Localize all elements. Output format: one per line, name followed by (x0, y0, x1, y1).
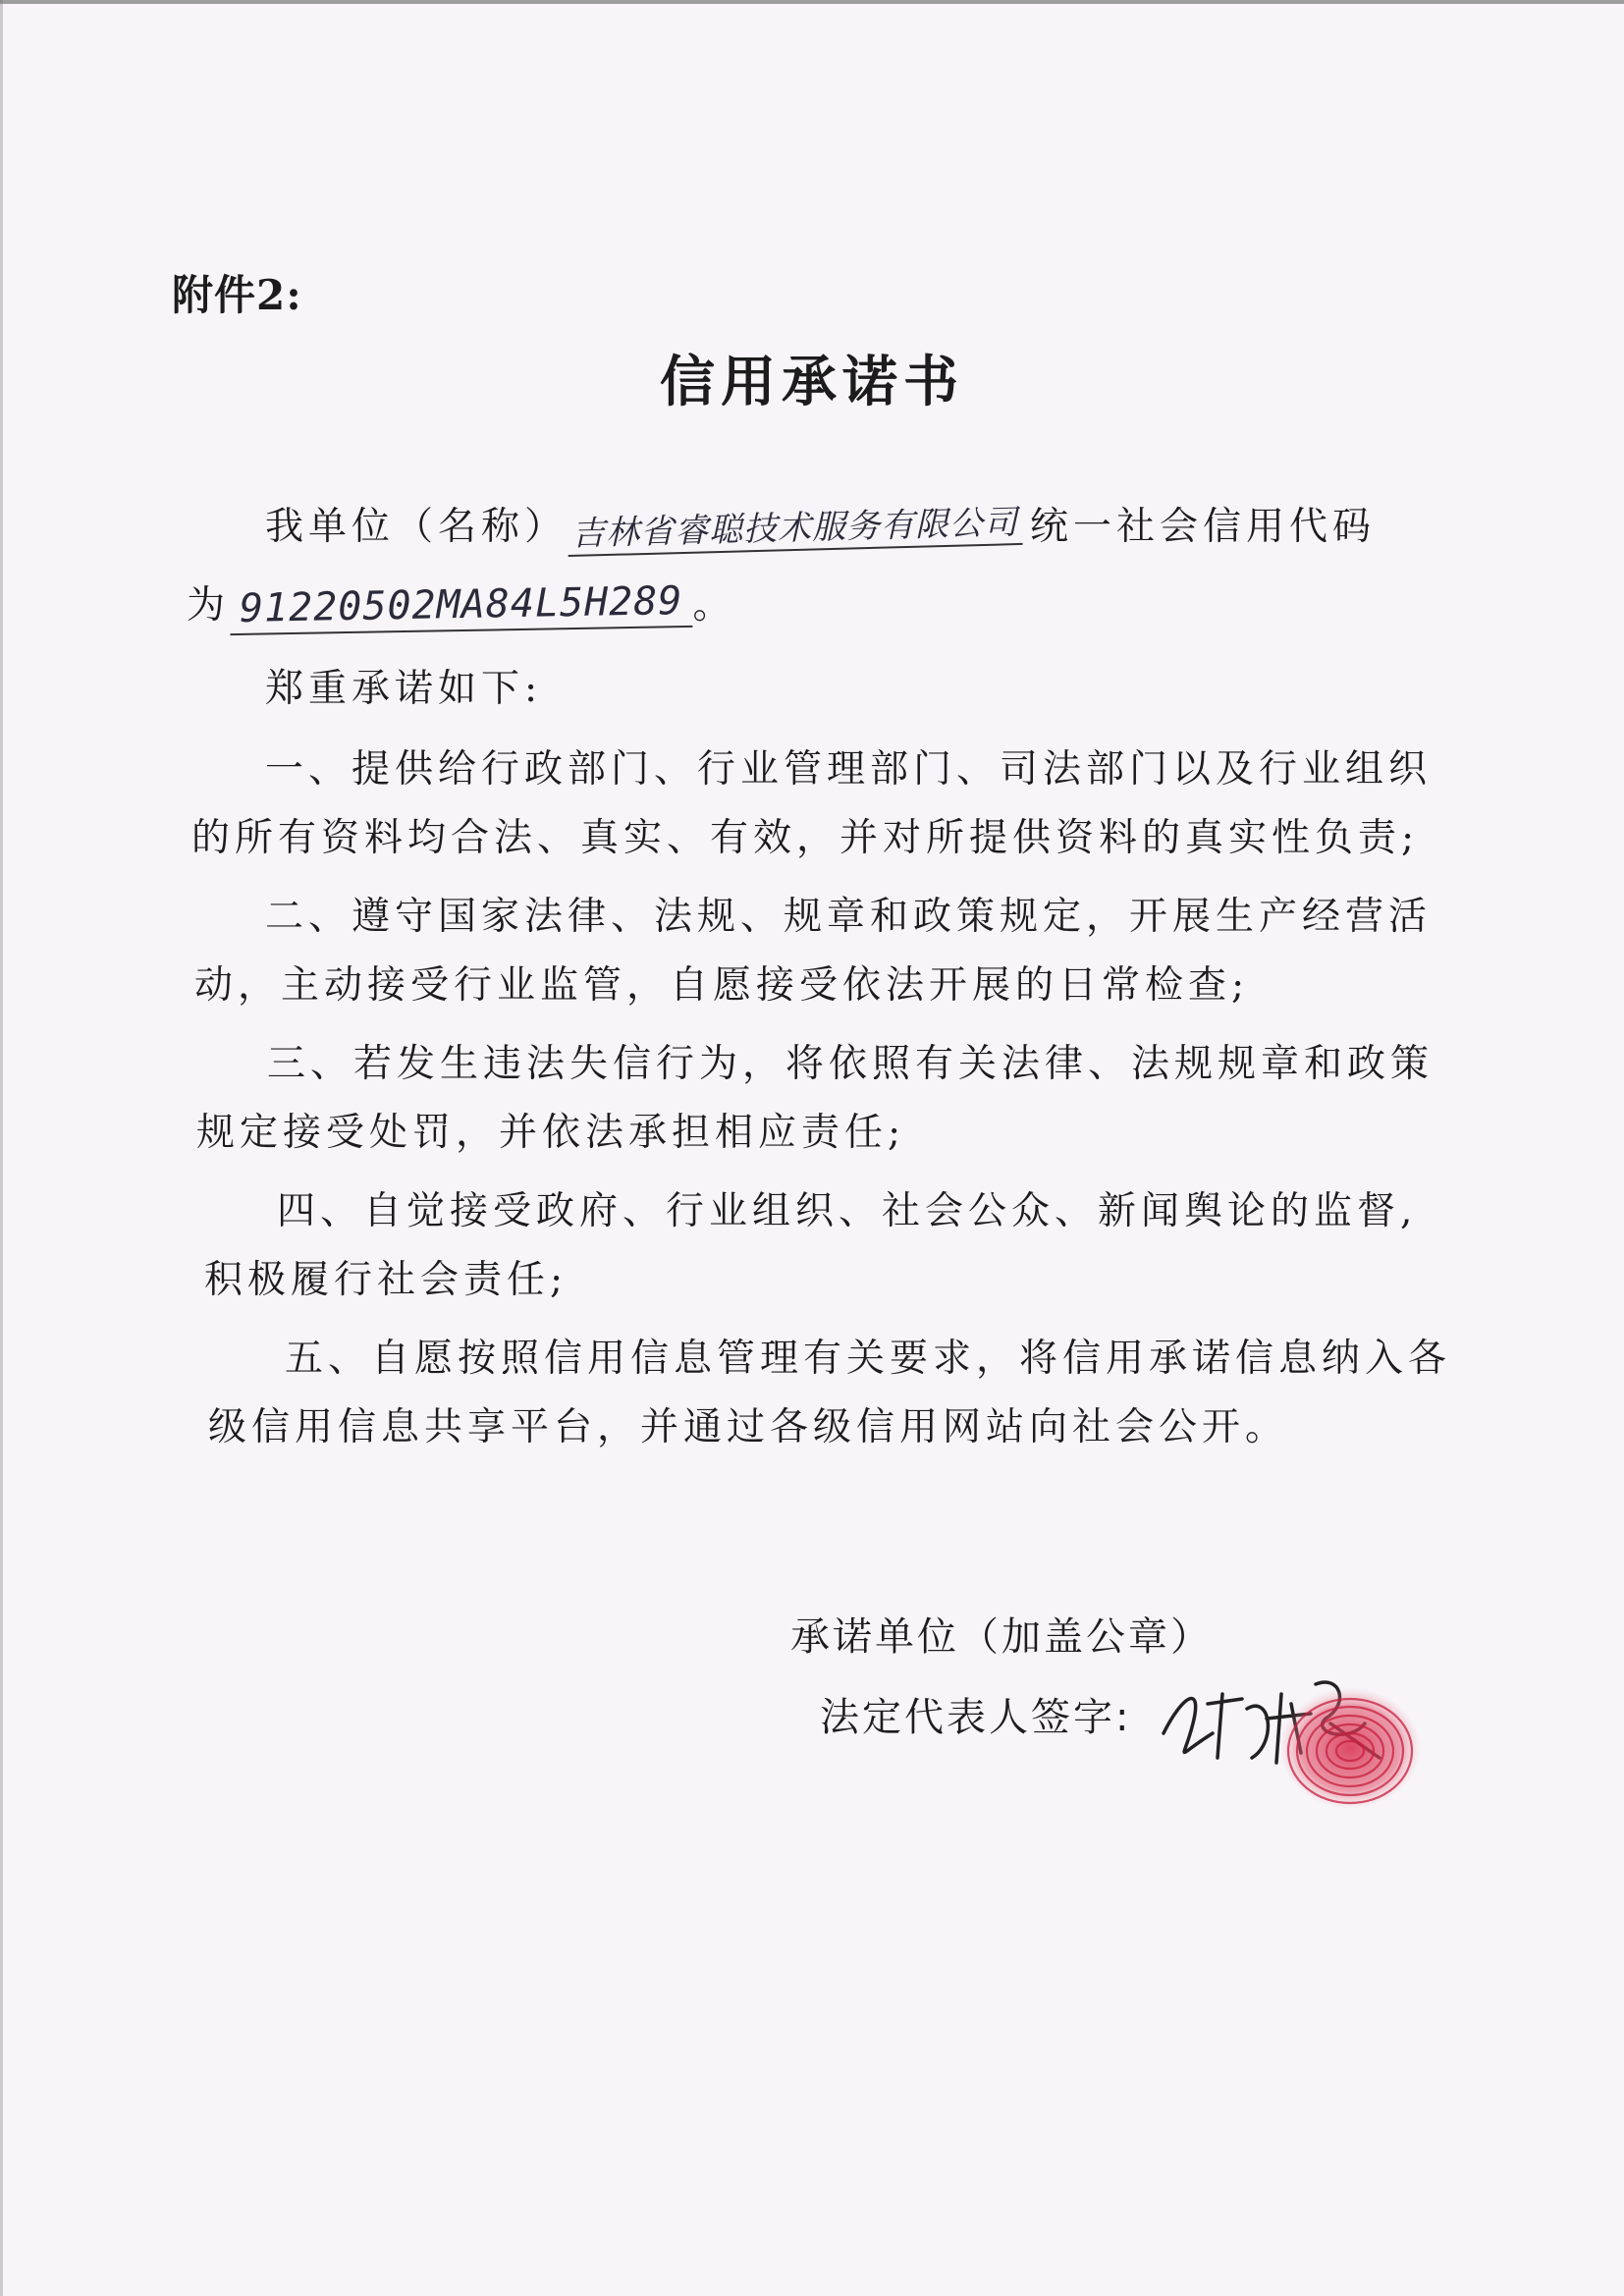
item-4-line-2: 积极履行社会责任; (204, 1258, 568, 1302)
item-3-line-2: 规定接受处罚，并依法承担相应责任; (196, 1111, 906, 1155)
unit-prefix: 我单位（名称） (265, 505, 568, 549)
credit-code-handwritten: 91220502MA84L5H289 (230, 578, 693, 635)
item-3-line-1: 三、若发生违法失信行为，将依照有关法律、法规规章和政策 (267, 1042, 1435, 1086)
scan-edge-top (0, 0, 1624, 4)
item-1-line-1: 一、提供给行政部门、行业管理部门、司法部门以及行业组织 (265, 747, 1433, 792)
fingerprint-stamp (1267, 1674, 1434, 1822)
code-suffix: 。 (692, 583, 736, 628)
unit-suffix: 统一社会信用代码 (1030, 505, 1377, 549)
item-1-line-2: 的所有资料均合法、真实、有效，并对所提供资料的真实性负责; (191, 816, 1420, 860)
code-prefix: 为 (187, 583, 231, 628)
legal-rep-label: 法定代表人签字: (820, 1695, 1132, 1740)
unit-name-handwritten: 吉林省睿聪技术服务有限公司 (567, 495, 1022, 557)
item-5-line-2: 级信用信息共享平台，并通过各级信用网站向社会公开。 (208, 1405, 1289, 1449)
item-2-line-1: 二、遵守国家法律、法规、规章和政策规定，开展生产经营活 (265, 895, 1433, 939)
document-title: 信用承诺书 (660, 350, 964, 414)
unit-name-line (265, 496, 1377, 554)
item-2-line-2: 动，主动接受行业监管，自愿接受依法开展的日常检查; (194, 963, 1250, 1008)
item-5-line-1: 五、自愿按照信用信息管理有关要求，将信用承诺信息纳入各 (285, 1337, 1452, 1381)
signatory-unit: 承诺单位（加盖公章） (790, 1614, 1213, 1660)
attachment-label: 附件2: (172, 271, 302, 319)
credit-code-line (187, 574, 736, 631)
intro-text: 郑重承诺如下: (265, 667, 543, 711)
item-4-line-1: 四、自觉接受政府、行业组织、社会公众、新闻舆论的监督, (277, 1189, 1418, 1233)
